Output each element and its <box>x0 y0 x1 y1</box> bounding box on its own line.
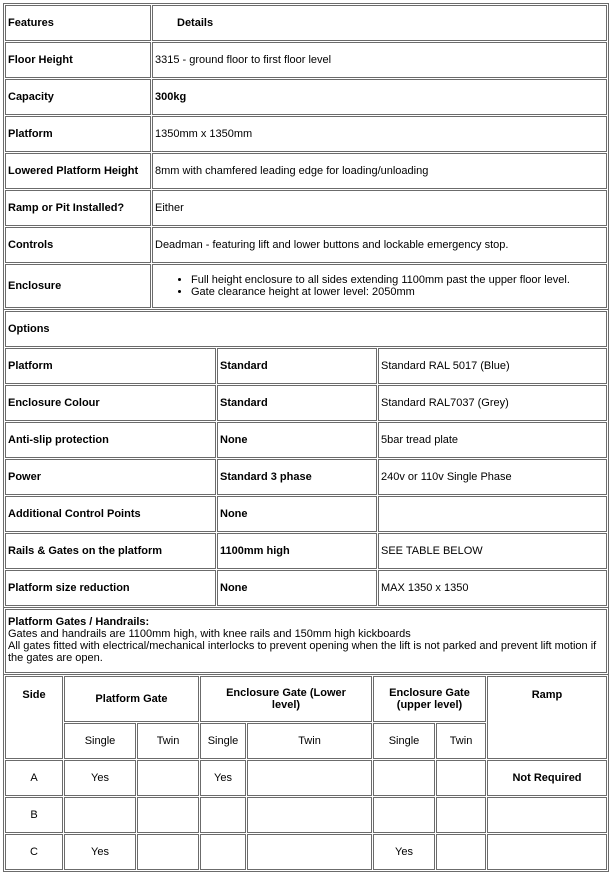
details-header-label: Details <box>152 5 607 41</box>
option-label: Platform size reduction <box>5 570 216 606</box>
el-twin-cell <box>247 797 372 833</box>
gates-note-line: All gates fitted with electrical/mechanical interlocks to prevent opening when the lift is not parked and prevent lift motion if the gates are open. <box>8 640 597 664</box>
option-standard: Standard <box>217 348 377 384</box>
list-item: • Full height enclosure to all sides extending 1100mm past the upper floor level. <box>191 274 604 286</box>
pg-twin-cell <box>137 760 199 796</box>
table-row <box>5 760 607 796</box>
table-row <box>5 190 607 226</box>
gates-note <box>5 609 607 673</box>
feature-label: Controls <box>5 227 151 263</box>
option-label: Rails & Gates on the platform <box>5 533 216 569</box>
side-cell: A <box>5 760 63 796</box>
option-label: Platform <box>5 348 216 384</box>
enclosure-list <box>155 274 604 298</box>
eu-twin-cell <box>436 834 486 870</box>
option-standard: 1100mm high <box>217 533 377 569</box>
feature-value: 3315 - ground floor to first floor level <box>152 42 607 78</box>
ramp-cell <box>487 797 607 833</box>
options-table <box>3 309 609 608</box>
eu-twin-cell <box>436 797 486 833</box>
options-title-row <box>5 311 607 347</box>
table-row <box>5 422 607 458</box>
pg-single-cell: Yes <box>64 760 136 796</box>
feature-label: Platform <box>5 116 151 152</box>
side-cell: C <box>5 834 63 870</box>
ramp-cell <box>487 834 607 870</box>
table-row <box>5 496 607 532</box>
option-standard: Standard <box>217 385 377 421</box>
table-row <box>5 385 607 421</box>
table-row <box>5 227 607 263</box>
el-single-cell <box>200 834 246 870</box>
option-standard: None <box>217 496 377 532</box>
features-table <box>3 3 609 310</box>
option-detail: SEE TABLE BELOW <box>378 533 607 569</box>
feature-value: Either <box>152 190 607 226</box>
el-twin-cell <box>247 760 372 796</box>
el-single-header: Single <box>200 723 246 759</box>
ramp-header: Ramp <box>487 676 607 759</box>
eu-single-cell <box>373 797 435 833</box>
table-row <box>5 116 607 152</box>
table-row <box>5 570 607 606</box>
pg-twin-cell <box>137 797 199 833</box>
option-standard: None <box>217 422 377 458</box>
options-title: Options <box>5 311 607 347</box>
gates-table <box>3 674 609 872</box>
option-label: Additional Control Points <box>5 496 216 532</box>
gates-note-table <box>3 607 609 675</box>
option-detail: Standard RAL7037 (Grey) <box>378 385 607 421</box>
ramp-cell: Not Required <box>487 760 607 796</box>
feature-value: 1350mm x 1350mm <box>152 116 607 152</box>
feature-label: Enclosure <box>5 264 151 308</box>
eu-twin-cell <box>436 760 486 796</box>
enclosure-lower-header <box>200 676 372 722</box>
eu-single-header: Single <box>373 723 435 759</box>
eu-single-cell <box>373 760 435 796</box>
side-header: Side <box>5 676 63 759</box>
el-twin-cell <box>247 834 372 870</box>
side-cell: B <box>5 797 63 833</box>
table-row <box>5 79 607 115</box>
gates-header-row <box>5 676 607 722</box>
eu-single-cell: Yes <box>373 834 435 870</box>
option-label: Power <box>5 459 216 495</box>
table-row <box>5 459 607 495</box>
feature-label: Capacity <box>5 79 151 115</box>
pg-single-header: Single <box>64 723 136 759</box>
option-detail: 240v or 110v Single Phase <box>378 459 607 495</box>
el-single-cell: Yes <box>200 760 246 796</box>
option-standard: None <box>217 570 377 606</box>
option-label: Enclosure Colour <box>5 385 216 421</box>
enclosure-lower-header-text: Enclosure Gate (Lower level) <box>226 687 346 711</box>
list-item: • Gate clearance height at lower level: 2050mm <box>191 286 604 298</box>
table-row <box>5 348 607 384</box>
option-detail: Standard RAL 5017 (Blue) <box>378 348 607 384</box>
option-detail <box>378 496 607 532</box>
option-detail: MAX 1350 x 1350 <box>378 570 607 606</box>
feature-value: Deadman - featuring lift and lower buttons and lockable emergency stop. <box>152 227 607 263</box>
option-detail: 5bar tread plate <box>378 422 607 458</box>
option-standard: Standard 3 phase <box>217 459 377 495</box>
features-header-row <box>5 5 607 41</box>
feature-label: Ramp or Pit Installed? <box>5 190 151 226</box>
features-header-label: Features <box>5 5 151 41</box>
el-single-cell <box>200 797 246 833</box>
option-label: Anti-slip protection <box>5 422 216 458</box>
feature-value: 8mm with chamfered leading edge for loading/unloading <box>152 153 607 189</box>
feature-label: Lowered Platform Height <box>5 153 151 189</box>
pg-twin-header: Twin <box>137 723 199 759</box>
pg-single-cell <box>64 797 136 833</box>
table-row <box>5 153 607 189</box>
platform-gate-header <box>64 676 199 722</box>
enclosure-bullets <box>152 264 607 308</box>
feature-value: 300kg <box>152 79 607 115</box>
pg-single-cell: Yes <box>64 834 136 870</box>
table-row <box>5 533 607 569</box>
platform-gate-header-text: Platform Gate <box>95 693 168 705</box>
enclosure-upper-header-text: Enclosure Gate (upper level) <box>389 687 470 711</box>
gates-note-title: Platform Gates / Handrails: <box>8 616 150 628</box>
enclosure-upper-header <box>373 676 486 722</box>
table-row <box>5 264 607 308</box>
gates-note-row <box>5 609 607 673</box>
table-row <box>5 797 607 833</box>
table-row <box>5 42 607 78</box>
el-twin-header: Twin <box>247 723 372 759</box>
pg-twin-cell <box>137 834 199 870</box>
eu-twin-header: Twin <box>436 723 486 759</box>
gates-note-line: Gates and handrails are 1100mm high, with knee rails and 150mm high kickboards <box>8 628 411 640</box>
table-row <box>5 834 607 870</box>
feature-label: Floor Height <box>5 42 151 78</box>
spec-document <box>3 3 609 872</box>
